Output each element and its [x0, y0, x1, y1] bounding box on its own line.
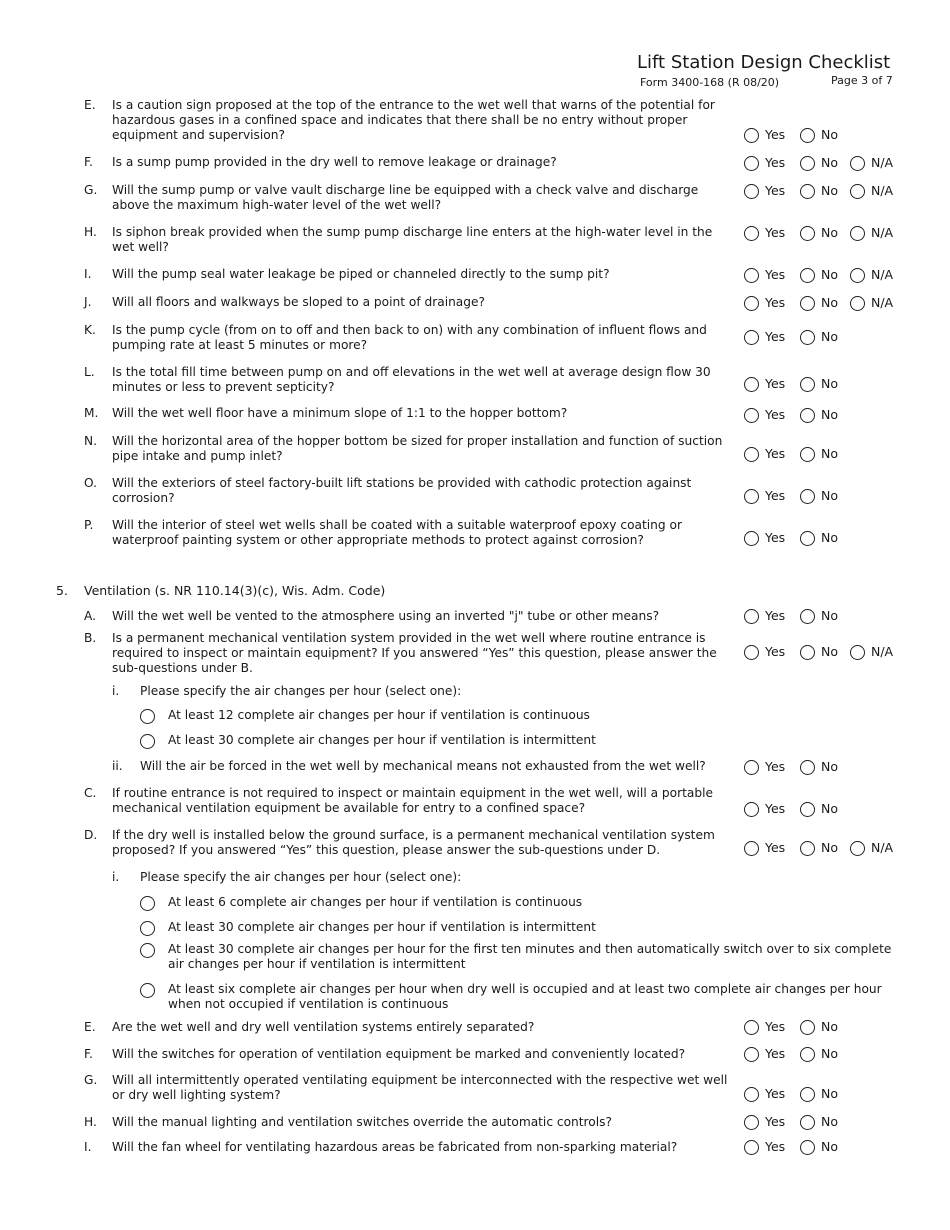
section-5-number: 5. [56, 583, 68, 598]
item-4k-yes-label: Yes [765, 329, 786, 344]
item-4h-no-radio[interactable] [800, 226, 815, 241]
item-5d-i-option-2-label: At least 30 complete air changes per hour if ventilation is intermittent [168, 920, 596, 934]
item-4j-na-label: N/A [871, 295, 894, 310]
item-5c-yes-label: Yes [765, 801, 786, 816]
item-5a-question: Will the wet well be vented to the atmosphere using an inverted "j" tube or other means? [112, 609, 660, 623]
item-5f-no-label: No [821, 1046, 838, 1061]
item-5g-no-radio[interactable] [800, 1087, 815, 1102]
item-4p-yes-label: Yes [765, 530, 786, 545]
item-5d-i-option-3-label: At least 30 complete air changes per hour for the first ten minutes and then automatically switch over to six complete air changes per hour if ventilation is intermittent [168, 942, 892, 971]
item-4h-yes-label: Yes [765, 225, 786, 240]
item-4f-yes-radio[interactable] [744, 156, 759, 171]
item-4e-no-label: No [821, 127, 838, 142]
item-5h-yes-radio[interactable] [744, 1115, 759, 1130]
item-4n-yes-radio[interactable] [744, 447, 759, 462]
item-4i-na-radio[interactable] [850, 268, 865, 283]
item-5i-no-radio[interactable] [800, 1140, 815, 1155]
item-4h-na-radio[interactable] [850, 226, 865, 241]
item-5h-no-label: No [821, 1114, 838, 1129]
item-4l-question: Is the total fill time between pump on and off elevations in the wet well at average design flow 30 minutes or less to prevent septicity? [112, 365, 711, 394]
item-5b-no-label: No [821, 644, 838, 659]
item-4j-na-radio[interactable] [850, 296, 865, 311]
item-4e-yes-radio[interactable] [744, 128, 759, 143]
item-4f-letter: F. [84, 155, 93, 169]
item-4k-letter: K. [84, 323, 96, 337]
item-4p-letter: P. [84, 518, 94, 532]
item-4i-na-label: N/A [871, 267, 894, 282]
item-4p-yes-radio[interactable] [744, 531, 759, 546]
item-4h-question: Is siphon break provided when the sump pump discharge line enters at the high-water level in the wet well? [112, 225, 713, 254]
item-5c-no-label: No [821, 801, 838, 816]
item-4f-na-label: N/A [871, 155, 894, 170]
page-number: Page 3 of 7 [831, 74, 893, 87]
item-5d-i-option-1-radio[interactable] [140, 896, 155, 911]
item-5d-no-radio[interactable] [800, 841, 815, 856]
item-4o-yes-radio[interactable] [744, 489, 759, 504]
item-4e-no-radio[interactable] [800, 128, 815, 143]
item-4o-no-label: No [821, 488, 838, 503]
item-4p-question: Will the interior of steel wet wells shall be coated with a suitable waterproof epoxy coating or waterproof painting system or other appropriate methods to protect against corrosion? [112, 518, 682, 547]
item-4h-na-label: N/A [871, 225, 894, 240]
item-5d-na-radio[interactable] [850, 841, 865, 856]
item-5b-i-letter: i. [112, 684, 120, 698]
item-4f-question: Is a sump pump provided in the dry well to remove leakage or drainage? [112, 155, 557, 169]
item-4p-no-radio[interactable] [800, 531, 815, 546]
item-4o-no-radio[interactable] [800, 489, 815, 504]
item-5e-yes-radio[interactable] [744, 1020, 759, 1035]
item-5b-ii-yes-radio[interactable] [744, 760, 759, 775]
item-5g-letter: G. [84, 1073, 98, 1087]
item-5i-question: Will the fan wheel for ventilating hazardous areas be fabricated from non-sparking material? [112, 1140, 678, 1154]
item-4h-yes-radio[interactable] [744, 226, 759, 241]
item-4g-question: Will the sump pump or valve vault discharge line be equipped with a check valve and discharge above the maximum high-water level of the wet well? [112, 183, 699, 212]
item-4n-yes-label: Yes [765, 446, 786, 461]
item-4f-yes-label: Yes [765, 155, 786, 170]
item-5i-yes-radio[interactable] [744, 1140, 759, 1155]
item-5d-i-option-3-radio[interactable] [140, 943, 155, 958]
item-4g-yes-label: Yes [765, 183, 786, 198]
item-5b-na-label: N/A [871, 644, 894, 659]
item-5d-letter: D. [84, 828, 98, 842]
item-5a-yes-label: Yes [765, 608, 786, 623]
item-5h-letter: H. [84, 1115, 97, 1129]
item-5i-letter: I. [84, 1140, 92, 1154]
item-4g-no-radio[interactable] [800, 184, 815, 199]
item-4j-yes-radio[interactable] [744, 296, 759, 311]
item-4m-no-radio[interactable] [800, 408, 815, 423]
item-4g-na-radio[interactable] [850, 184, 865, 199]
item-5f-yes-label: Yes [765, 1046, 786, 1061]
item-5c-letter: C. [84, 786, 97, 800]
item-4e-letter: E. [84, 98, 96, 112]
item-5f-letter: F. [84, 1047, 93, 1061]
item-5b-ii-no-label: No [821, 759, 838, 774]
item-4l-no-radio[interactable] [800, 377, 815, 392]
item-5i-yes-label: Yes [765, 1139, 786, 1154]
item-4h-letter: H. [84, 225, 97, 239]
item-5d-yes-radio[interactable] [744, 841, 759, 856]
item-4m-yes-label: Yes [765, 407, 786, 422]
form-number: Form 3400-168 (R 08/20) [640, 76, 780, 89]
item-5i-no-label: No [821, 1139, 838, 1154]
item-5f-question: Will the switches for operation of ventilation equipment be marked and conveniently located? [112, 1047, 686, 1061]
item-5d-i-letter: i. [112, 870, 120, 884]
item-4g-na-label: N/A [871, 183, 894, 198]
item-4n-question: Will the horizontal area of the hopper bottom be sized for proper installation and function of suction pipe intake and pump inlet? [112, 434, 723, 463]
item-5d-question: If the dry well is installed below the ground surface, is a permanent mechanical ventilation system proposed? If you answered “Yes” this question, please answer the sub-questions under D. [112, 828, 715, 857]
item-4k-question: Is the pump cycle (from on to off and then back to on) with any combination of influent flows and pumping rate at least 5 minutes or more? [112, 323, 707, 352]
item-4f-no-radio[interactable] [800, 156, 815, 171]
item-5d-no-label: No [821, 840, 838, 855]
item-5g-no-label: No [821, 1086, 838, 1101]
item-5b-i-option-2-radio[interactable] [140, 734, 155, 749]
item-4g-yes-radio[interactable] [744, 184, 759, 199]
form-title: Lift Station Design Checklist [637, 52, 891, 73]
item-4f-no-label: No [821, 155, 838, 170]
item-5e-no-label: No [821, 1019, 838, 1034]
item-5b-i-question: Please specify the air changes per hour (select one): [140, 684, 462, 698]
item-4o-yes-label: Yes [765, 488, 786, 503]
item-5g-yes-label: Yes [765, 1086, 786, 1101]
item-5b-i-option-1-radio[interactable] [140, 709, 155, 724]
item-5b-letter: B. [84, 631, 97, 645]
item-4l-letter: L. [84, 365, 95, 379]
item-5e-no-radio[interactable] [800, 1020, 815, 1035]
item-5b-question: Is a permanent mechanical ventilation system provided in the wet well where routine entrance is required to inspect or maintain equipment? If you answered “Yes” this question, please answer the sub-questions under B. [112, 631, 717, 675]
item-4l-yes-radio[interactable] [744, 377, 759, 392]
item-5d-yes-label: Yes [765, 840, 786, 855]
item-5c-yes-radio[interactable] [744, 802, 759, 817]
item-4h-no-label: No [821, 225, 838, 240]
item-5a-no-label: No [821, 608, 838, 623]
item-4g-no-label: No [821, 183, 838, 198]
item-4l-yes-label: Yes [765, 376, 786, 391]
item-5a-letter: A. [84, 609, 96, 623]
item-5b-i-option-2-label: At least 30 complete air changes per hour if ventilation is intermittent [168, 733, 596, 747]
item-4o-question: Will the exteriors of steel factory-built lift stations be provided with cathodic protection against corrosion? [112, 476, 692, 505]
item-5h-question: Will the manual lighting and ventilation switches override the automatic controls? [112, 1115, 612, 1129]
item-4i-letter: I. [84, 267, 92, 281]
item-4j-no-radio[interactable] [800, 296, 815, 311]
item-4j-no-label: No [821, 295, 838, 310]
item-5a-yes-radio[interactable] [744, 609, 759, 624]
item-5h-no-radio[interactable] [800, 1115, 815, 1130]
item-5f-yes-radio[interactable] [744, 1047, 759, 1062]
item-5d-na-label: N/A [871, 840, 894, 855]
item-5b-no-radio[interactable] [800, 645, 815, 660]
item-5d-i-option-4-radio[interactable] [140, 983, 155, 998]
item-4i-question: Will the pump seal water leakage be piped or channeled directly to the sump pit? [112, 267, 610, 281]
item-4j-yes-label: Yes [765, 295, 786, 310]
item-5b-yes-label: Yes [765, 644, 786, 659]
item-4e-yes-label: Yes [765, 127, 786, 142]
item-4i-yes-label: Yes [765, 267, 786, 282]
item-4j-letter: J. [84, 295, 92, 309]
item-5a-no-radio[interactable] [800, 609, 815, 624]
item-5d-i-option-2-radio[interactable] [140, 921, 155, 936]
item-4o-letter: O. [84, 476, 97, 490]
item-4g-letter: G. [84, 183, 98, 197]
item-5b-ii-letter: ii. [112, 759, 123, 773]
item-5f-no-radio[interactable] [800, 1047, 815, 1062]
item-5g-yes-radio[interactable] [744, 1087, 759, 1102]
item-5b-na-radio[interactable] [850, 645, 865, 660]
item-4k-yes-radio[interactable] [744, 330, 759, 345]
item-4m-yes-radio[interactable] [744, 408, 759, 423]
item-4k-no-radio[interactable] [800, 330, 815, 345]
item-5h-yes-label: Yes [765, 1114, 786, 1129]
item-5b-yes-radio[interactable] [744, 645, 759, 660]
item-4m-question: Will the wet well floor have a minimum slope of 1:1 to the hopper bottom? [112, 406, 568, 420]
item-4m-no-label: No [821, 407, 838, 422]
item-5c-question: If routine entrance is not required to inspect or maintain equipment in the wet well, will a portable mechanical ventilation equipment be available for entry to a confined space? [112, 786, 713, 815]
item-4l-no-label: No [821, 376, 838, 391]
item-4m-letter: M. [84, 406, 99, 420]
section-5-title: Ventilation (s. NR 110.14(3)(c), Wis. Adm. Code) [84, 583, 386, 598]
item-5b-i-option-1-label: At least 12 complete air changes per hour if ventilation is continuous [168, 708, 590, 722]
item-4n-no-label: No [821, 446, 838, 461]
item-4p-no-label: No [821, 530, 838, 545]
item-4n-no-radio[interactable] [800, 447, 815, 462]
item-5g-question: Will all intermittently operated ventilating equipment be interconnected with the respective wet well or dry well lighting system? [112, 1073, 728, 1102]
item-5d-i-question: Please specify the air changes per hour (select one): [140, 870, 462, 884]
item-4j-question: Will all floors and walkways be sloped to a point of drainage? [112, 295, 485, 309]
item-4i-no-label: No [821, 267, 838, 282]
item-5e-question: Are the wet well and dry well ventilation systems entirely separated? [112, 1020, 535, 1034]
item-4i-yes-radio[interactable] [744, 268, 759, 283]
item-5b-ii-no-radio[interactable] [800, 760, 815, 775]
item-5d-i-option-4-label: At least six complete air changes per hour when dry well is occupied and at least two complete air changes per hour when not occupied if ventilation is continuous [168, 982, 882, 1011]
item-5b-ii-question: Will the air be forced in the wet well by mechanical means not exhausted from the wet well? [140, 759, 706, 773]
item-5d-i-option-1-label: At least 6 complete air changes per hour if ventilation is continuous [168, 895, 583, 909]
item-5e-yes-label: Yes [765, 1019, 786, 1034]
item-4f-na-radio[interactable] [850, 156, 865, 171]
item-4k-no-label: No [821, 329, 838, 344]
item-4i-no-radio[interactable] [800, 268, 815, 283]
item-5e-letter: E. [84, 1020, 96, 1034]
item-4e-question: Is a caution sign proposed at the top of the entrance to the wet well that warns of the potential for hazardous gases in a confined space and indicates that there shall be no entry without proper equipment and supervision? [112, 98, 715, 142]
item-4n-letter: N. [84, 434, 97, 448]
item-5b-ii-yes-label: Yes [765, 759, 786, 774]
item-5c-no-radio[interactable] [800, 802, 815, 817]
